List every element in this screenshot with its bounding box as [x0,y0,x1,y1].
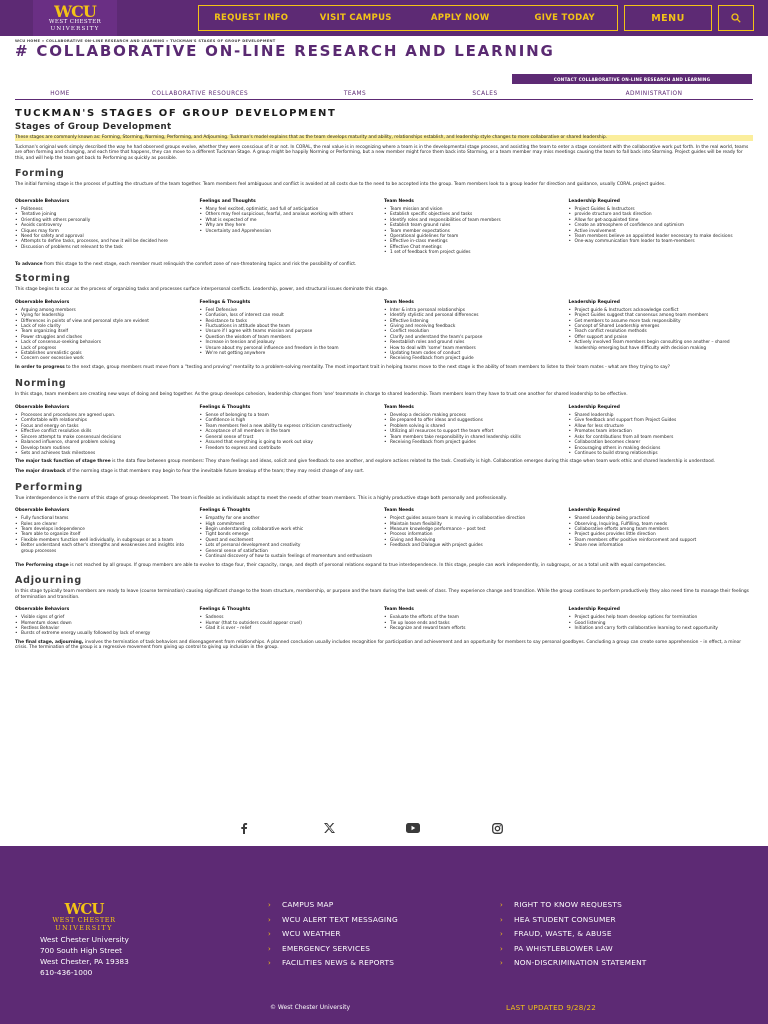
instagram-icon[interactable] [489,822,505,834]
stage-note [15,459,753,465]
list-item: • Momentum slows down [15,621,194,626]
list-item: • Collaborative efforts among team members [569,527,748,532]
list-item: • Continual discovery of how to sustain feelings of momentum and enthusiasm [200,554,379,559]
col-feelings [200,300,385,362]
stage-note [15,469,753,475]
footer-link[interactable]: › RIGHT TO KNOW REQUESTS [500,898,720,913]
list-item: • Freedom to express and contribute [200,446,379,451]
list-item: • Establish team ground rules [384,223,563,228]
intro-highlight: These stages are commonly known as: Forming, Storming, Norming, Performing, and Adjourning. Tuckman's model explains that as the team develops maturity and ability, relationships establish, and leadership style changes to more collaborative or shared leadership. [15,135,753,141]
subnav-collaborative-resources[interactable]: COLLABORATIVE RESOURCES [151,90,249,97]
list-item: • Resistance to tasks [200,319,379,324]
page-title: # COLLABORATIVE ON-LINE RESEARCH AND LEARNING [15,42,555,60]
subnav-administration[interactable]: ADMINISTRATION [625,90,683,97]
chevron-right-icon: › [268,901,271,909]
col-header: Leadership Required [568,198,620,204]
list-item: • Fully functional teams [15,516,194,521]
list-item: • Team members offer positive reinforcement and support [569,538,748,543]
list-item: • Conflict resolution [384,329,563,334]
list-item: • One-way communication from leader to team-members [569,239,748,244]
stage-heading: Adjourning [15,574,82,586]
list-item: • Sincere attempt to make consensual decisions [15,435,194,440]
stage-columns [15,199,753,256]
chevron-right-icon: › [268,944,271,953]
col-header: Observable Behaviors [15,405,70,411]
list-item: • Effective Chat meetings [384,245,563,250]
list-item: • Shared Leadership being practiced [569,516,748,521]
list-item: • Lack of role clarity [15,324,194,329]
list-item: • Question the wisdom of team members [200,335,379,340]
list-item: • Updating team codes of conduct [384,351,563,356]
list-item: • Effective listening [384,319,563,324]
list-item: • Cliques may form [15,229,194,234]
stage-note [15,262,753,268]
list-item: • Focus and energy on tasks [15,424,194,429]
top-bar [0,0,768,36]
col-feelings [200,405,385,456]
list-item: • General sense of trust [200,435,379,440]
menu-button[interactable]: MENU [624,5,712,31]
chevron-right-icon: › [268,959,271,968]
note-label: The major task function of stage three [15,459,111,465]
footer-logo-wordmark: WCU [64,900,104,918]
list-item: • Power struggles and clashes [15,335,194,340]
intro-text: Tuckman's original work simply described the way he had observed groups evolve, whether they were conscious of it or not. In CORAL, the real value is in recognizing where a team is in the developmental stage process, and assisting the team to enter a stage consistent with the collaborative work put forth. In the real world, teams are often forming and changing, and each time that happens, they can move to a different Tuckman Stage. A group might be happily Norming or Performing, but a new member might force them back into Storming, or a team member may miss meetings causing the team to fall back into Storming. Project guides will be ready for this, and will help the team get back to Performing as quickly as possible. [15,144,749,161]
col-header: Feelings & Thoughts [199,299,251,305]
note-text: of the norming stage is that members may begin to fear the inevitable future breakup of the team; they may resist change of any sort. [65,468,365,474]
stage-columns [15,607,753,637]
stage-columns [15,405,753,456]
contact-button[interactable]: CONTACT COLLABORATIVE ON-LINE RESEARCH AND LEARNING [512,74,752,84]
list-item: • Unsure about my personal influence and freedom in the team [200,346,379,351]
stage-forming [15,168,753,267]
list-item: • Glad it is over – relief [200,626,379,631]
wcu-logo[interactable] [33,0,117,36]
col-header: Team Needs [384,299,414,305]
list-item: • Politeness [15,207,194,212]
top-nav [198,5,618,31]
bullet-list [15,516,194,554]
col-header: Team Needs [384,405,414,411]
phone-number[interactable]: 610-436-1000 [40,968,93,977]
list-item: • Unsure if I agree with teams mission and purpose [200,329,379,334]
sub-nav [15,88,753,100]
footer-link[interactable]: › FACILITIES NEWS & REPORTS [268,956,488,971]
note-label: The major drawback [15,468,66,474]
list-item: • Identify roles and responsibilities of team members [384,218,563,223]
list-item: • Sense of belonging to a team [200,413,379,418]
list-item: • Confusion, loss of interest can result [200,313,379,318]
list-item: • Processes and procedures are agreed upon. [15,413,194,418]
note-text: is not reached by all groups. If group members are able to evolve to stage four, their capacity, range, and depth of personal relations expand to true interdependence. In this stage, people can work independently, in subgroups, or as a total unit with equal competencies. [68,563,667,569]
list-item: • Continues to build strong relationships [569,451,748,456]
subnav-scales[interactable]: SCALES [472,90,498,97]
bullet-list [200,413,379,451]
list-item: • Allow for get-acquainted time [569,218,748,223]
address-line: 700 South High Street [40,946,123,955]
list-item: • Lack of progress [15,346,194,351]
list-item: • Arguing among members [15,308,194,313]
address-line: West Chester, PA 19383 [40,957,129,966]
col-header: Feelings & Thoughts [199,607,251,613]
list-item: • Team members believe an appointed leader necessary to make decisions [569,234,748,239]
content-subtitle: Stages of Group Development [15,122,172,132]
bullet-list [15,413,194,456]
footer [0,846,768,1024]
stage-columns [15,300,753,362]
stage-text: True interdependence is the norm of this stage of group development. The team is flexible as individuals adapt to meet the needs of other team members. This is a highly productive stage both personally and professionally. [15,495,507,501]
list-item: • Project Guides suggest that consensus among team members [569,313,748,318]
bullet-list [384,516,563,548]
list-item: • Acceptance of all members in the team [200,429,379,434]
list-item: • Tight bonds emerge [200,532,379,537]
list-item: • Flexible members function well individually, in subgroups or as a team [15,538,194,543]
address-line: West Chester University [40,935,129,944]
list-item: • Allow for less structure [569,424,748,429]
list-item: • Identify stylistic and personal differences [384,313,563,318]
footer-address [40,934,129,978]
footer-link[interactable]: › CAMPUS MAP [268,898,488,913]
note-text: from this stage to the next stage, each member must relinquish the comfort zone of non-threatening topics and risk the possibility of conflict. [42,261,357,267]
bullet-list [384,615,563,631]
list-item: • Inter & intra personal relationships [384,308,563,313]
list-item: • Others may feel suspicious, fearful, and anxious working with others [200,212,379,217]
col-leadership [569,199,754,256]
list-item: • Develop a decision making process [384,413,563,418]
last-updated: LAST UPDATED 9/28/22 [506,1003,597,1012]
search-button[interactable] [718,5,754,31]
list-item: • Develop team routines [15,446,194,451]
give-today-link[interactable]: GIVE TODAY [534,12,595,23]
list-item: • Collaboration becomes clearer [569,440,748,445]
col-header: Observable Behaviors [15,607,70,613]
list-item: • Discussion of problems not relevant to the task [15,245,194,250]
list-item: • Visible signs of grief [15,615,194,620]
list-item: • Team able to organize itself [15,532,194,537]
stage-heading: Norming [15,378,67,390]
list-item: • How to deal with 'some' team members [384,346,563,351]
list-item: • Team develops independence [15,527,194,532]
search-icon [731,13,741,23]
list-item: • Project guides help team develop options for termination [569,615,748,620]
col-behaviors [15,405,200,456]
bullet-list [569,207,748,245]
list-item: • Differences in points of view and personal style are evident [15,319,194,324]
chevron-right-icon: › [500,901,503,909]
list-item: • Lack of consensus-seeking behaviors [15,340,194,345]
list-item: • Balanced influence, shared problem solving [15,440,194,445]
logo-subtitle-2: UNIVERSITY [50,25,100,32]
bullet-list [569,413,748,456]
list-item: • Project guides provides little direction [569,532,748,537]
list-item: • Why are they here [200,223,379,228]
list-item: • Give feedback and support from Project Guides [569,418,748,423]
col-feelings [200,607,385,637]
list-item: • Increase in tension and jealousy [200,340,379,345]
list-item: • Reestablish roles and ground rules [384,340,563,345]
col-header: Leadership Required [568,405,620,411]
list-item: • Concern over excessive work [15,356,194,361]
list-item: • Better understand each other's strengths and weaknesses and insights into group processes [15,543,194,554]
note-label: To advance [15,261,43,267]
footer-links-right [500,898,720,971]
footer-logo[interactable] [40,902,128,932]
list-item: • provide structure and task direction [569,212,748,217]
stage-columns [15,508,753,559]
chevron-right-icon: › [268,915,271,924]
facebook-icon[interactable] [236,822,252,834]
chevron-right-icon: › [500,915,503,924]
list-item: • Effective in-class meetings [384,239,563,244]
footer-link[interactable]: › FRAUD, WASTE, & ABUSE [500,927,720,942]
stage-heading: Performing [15,481,84,493]
list-item: • Team members take responsibility in shared leadership skills [384,435,563,440]
apply-now-link[interactable]: APPLY NOW [430,12,490,23]
note-text: is the data flow between group members: They share feelings and ideas, solicit and give feedback to one another, and explore actions related to the task. Creativity is high. Collaboration emerges during this stage when team work ethic and shared leadership is understood. [110,459,716,465]
list-item: • Measure knowledge performance – post test [384,527,563,532]
list-item: • What is expected of me [200,218,379,223]
copyright: © West Chester University [270,1004,351,1011]
col-header: Leadership Required [568,299,620,305]
x-icon[interactable] [321,822,337,834]
request-info-link[interactable]: REQUEST INFO [214,12,289,23]
list-item: • Fluctuations in attitude about the team [200,324,379,329]
list-item: • We're not getting anywhere [200,351,379,356]
list-item: • Teach conflict resolution methods [569,329,748,334]
list-item: • Sets and achieves task milestones [15,451,194,456]
col-header: Team Needs [384,198,414,204]
list-item: • Recognize and reward team efforts [384,626,563,631]
list-item: • Good listening [569,621,748,626]
list-item: • Share new information [569,543,748,548]
list-item: • Humor (that to outsiders could appear cruel) [200,621,379,626]
stage-performing [15,482,753,569]
note-text: involves the termination of task behaviors and disengagement from relationships. A planned conclusion usually includes recognition for participation and achievement and an opportunity for members to say personal goodbyes. Concluding a group can create some apprehension – in effect, a minor crisis. The termination of the group is a regressive movement from giving up control to giving up inclusion in the group. [15,639,742,651]
list-item: • Need for safety and approval [15,234,194,239]
list-item: • Comfortable with relationships [15,418,194,423]
list-item: • Process information [384,532,563,537]
list-item: • Assured that everything is going to work out okay [200,440,379,445]
list-item: • Promotes team interaction [569,429,748,434]
col-header: Leadership Required [568,607,620,613]
list-item: • Offer support and praise [569,335,748,340]
list-item: • Team member expectations [384,229,563,234]
stage-text: In this stage typically team members are ready to leave (course termination) causing significant change to the team structure, membership, or purpose and the team during the last week of class. They experience change and transition. While the group continues to perform productively they also need time to manage their feelings of termination and transition. [15,588,749,600]
list-item: • Be prepared to offer ideas and suggestions [384,418,563,423]
col-header: Observable Behaviors [15,508,70,514]
list-item: • Roles are clearer [15,522,194,527]
list-item: • Attempts to define tasks, processes, and how it will be decided here [15,239,194,244]
list-item: • Feedback and Dialogue with project guides [384,543,563,548]
list-item: • Empathy for one another [200,516,379,521]
youtube-icon[interactable] [405,822,421,834]
list-item: • Concept of Shared Leadership emerges [569,324,748,329]
col-behaviors [15,199,200,256]
list-item: • Project guides assure team is moving in collaborative direction [384,516,563,521]
list-item: • Receiving Feedback from project guide [384,356,563,361]
list-item: • Begin understanding collaborative work ethic [200,527,379,532]
bullet-list [200,516,379,559]
col-header: Leadership Required [568,508,620,514]
social-links [0,822,768,836]
list-item: • Active involvement [569,229,748,234]
list-item: • Bursts of extreme energy usually followed by lack of energy [15,631,194,636]
bullet-list [15,615,194,637]
note-label: In order to progress [15,364,65,370]
bullet-list [384,413,563,445]
col-feelings [200,199,385,256]
col-behaviors [15,508,200,559]
list-item: • Operational guidelines for team [384,234,563,239]
stage-text: This stage begins to occur as the process of organizing tasks and processes surface interpersonal conflicts. Leadership, power, and structural issues dominate this stage. [15,287,389,293]
bullet-list [384,308,563,362]
stage-norming [15,378,753,474]
list-item: • Receiving Feedback from project guides [384,440,563,445]
chevron-right-icon: › [500,930,503,939]
col-needs [384,607,569,637]
col-header: Team Needs [384,607,414,613]
footer-link[interactable]: › WCU ALERT TEXT MESSAGING [268,913,488,928]
list-item: • Team organizing itself [15,329,194,334]
stage-text: The initial forming stage is the process of putting the structure of the team together. Team members feel ambiguous and conflict is avoided at all costs due to the need to be accepted into the group. Team members look to a group leader for direction and guidance, usually CORAL project guides. [15,182,666,188]
list-item: • Project guide & Instructors acknowledge conflict [569,308,748,313]
stage-heading: Storming [15,273,71,285]
list-item: • 1 set of feedback from project guides [384,250,563,255]
stage-note [15,563,753,569]
list-item: • Tie up loose ends and tasks [384,621,563,626]
col-behaviors [15,607,200,637]
stage-text: In this stage, team members are creating new ways of doing and being together. As the group develops cohesion, leadership changes from 'one' teammate in charge to shared leadership. Team members learn they have to trust one another for shared leadership to be effective. [15,392,628,398]
footer-links-left [268,898,488,971]
bullet-list [200,308,379,357]
col-needs [384,405,569,456]
list-item: • Giving and Receiving [384,538,563,543]
list-item: • Many feel excited, optimistic, and full of anticipation [200,207,379,212]
col-header: Observable Behaviors [15,198,70,204]
list-item: • Effective conflict resolution skills [15,429,194,434]
list-item: • Initiation and carry forth collaborative learning to next opportunity [569,626,748,631]
list-item: • Clarify and understand the team's purpose [384,335,563,340]
bullet-list [569,615,748,631]
visit-campus-link[interactable]: VISIT CAMPUS [319,12,392,23]
chevron-right-icon: › [268,930,271,939]
bullet-list [569,308,748,351]
col-header: Team Needs [384,508,414,514]
bullet-list [569,516,748,548]
list-item: • Restless Behavior [15,626,194,631]
col-feelings [200,508,385,559]
list-item: • Observing, Inquiring, Fulfilling, team needs [569,522,748,527]
stage-storming [15,273,753,370]
bullet-list [384,207,563,256]
list-item: • Vying for leadership [15,313,194,318]
col-header: Feelings and Thoughts [199,198,256,204]
col-header: Feelings & Thoughts [199,508,251,514]
note-text: to the next stage, group members must move from a "testing and proving" mentality to a problem-solving mentality. The most important trait in helping teams move to the next stage is the ability of team members to listen to their team mates - what are they trying to say? [64,364,670,370]
list-item: • Problem solving is shared [384,424,563,429]
footer-link[interactable]: › NON-DISCRIMINATION STATEMENT [500,956,720,971]
list-item: • Project Guides & Instructors [569,207,748,212]
logo-wordmark: WCU [54,1,96,21]
footer-link[interactable]: › WCU WEATHER [268,927,488,942]
list-item: • Feel Defensive [200,308,379,313]
list-item: • Shared leadership [569,413,748,418]
note-label: The final stage, adjourning, [15,639,84,645]
footer-link[interactable]: › HEA STUDENT CONSUMER [500,913,720,928]
list-item: • Create an atmosphere of confidence and optimism [569,223,748,228]
stage-note [15,640,753,651]
col-needs [384,300,569,362]
col-needs [384,508,569,559]
list-item: • Maintain team flexibility [384,522,563,527]
col-leadership [569,607,754,637]
list-item: • Uncertainty and Apprehension [200,229,379,234]
list-item: • Establishes unrealistic goals [15,351,194,356]
col-leadership [569,300,754,362]
list-item: • High commitment [200,522,379,527]
note-label: The Performing stage [15,563,69,569]
stage-note [15,365,753,371]
col-behaviors [15,300,200,362]
chevron-right-icon: › [500,944,503,953]
bullet-list [15,207,194,250]
col-needs [384,199,569,256]
footer-logo-subtitle-2: UNIVERSITY [55,924,113,932]
bullet-list [200,615,379,631]
list-item: • Confidence is high [200,418,379,423]
subnav-home[interactable]: HOME [50,90,70,97]
logo-subtitle-1: WEST CHESTER [48,18,102,25]
list-item: • Quest and excitement [200,538,379,543]
list-item: • Giving and receiving feedback [384,324,563,329]
list-item: • Sadness [200,615,379,620]
list-item: • General sense of satisfaction [200,549,379,554]
chevron-right-icon: › [500,959,503,968]
col-leadership [569,508,754,559]
list-item: • Evaluate the efforts of the team [384,615,563,620]
list-item: • Lots of personal development and creativity [200,543,379,548]
footer-link[interactable]: › PA WHISTLEBLOWER LAW [500,942,720,957]
col-header: Feelings & Thoughts [199,405,251,411]
breadcrumb[interactable]: WCU HOME » COLLABORATIVE ON-LINE RESEARCH AND LEARNING » TUCKMAN'S STAGES OF GROUP DEVELOPMENT [15,39,276,43]
list-item: • Avoids controversy [15,223,194,228]
list-item: • Utilizing all resources to support the team effort [384,429,563,434]
bullet-list [15,308,194,362]
list-item: • Orienting with others personally [15,218,194,223]
content-title: TUCKMAN'S STAGES OF GROUP DEVELOPMENT [15,108,337,119]
list-item: • Encouraging others in making decisions [569,446,748,451]
stage-adjourning [15,575,753,651]
footer-logo-subtitle-1: WEST CHESTER [52,916,116,924]
col-leadership [569,405,754,456]
footer-link[interactable]: › EMERGENCY SERVICES [268,942,488,957]
list-item: • Tentative joining [15,212,194,217]
list-item: • Establish specific objectives and tasks [384,212,563,217]
list-item: • Asks for contributions from all team members [569,435,748,440]
list-item: • Team members feel a new ability to express criticism constructively [200,424,379,429]
col-header: Observable Behaviors [15,299,70,305]
list-item: • Team mission and vision [384,207,563,212]
stage-heading: Forming [15,168,65,180]
list-item: • Actively involved Team members begin consulting one another – shared leadership emerging but have difficulty with decision making [569,340,748,351]
main-content [15,104,753,651]
subnav-teams[interactable]: TEAMS [343,90,367,97]
bullet-list [200,207,379,234]
list-item: • Get members to assume more task responsibility [569,319,748,324]
